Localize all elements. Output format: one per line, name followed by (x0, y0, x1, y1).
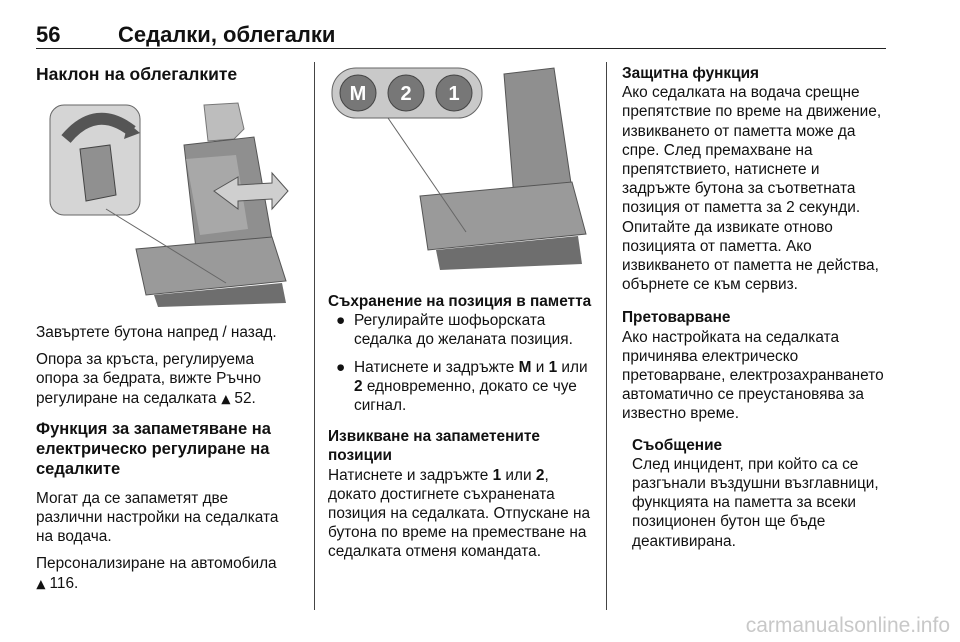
memory-button-m (340, 75, 376, 111)
subheading-overload: Претоварване (622, 309, 731, 327)
memory-buttons-illustration (328, 64, 594, 274)
paragraph-memory-intro: Могат да се запаметят две различни настройки на седалката на водача. (36, 489, 279, 546)
paragraph-personalization: Персонализиране на автомобила ▶ 116. (33, 555, 277, 592)
triangle-ref-icon: ▶ (33, 579, 48, 589)
column-divider-1 (314, 62, 315, 610)
notice-heading: Съобщение (632, 436, 723, 454)
subheading-protection: Защитна функция (622, 65, 760, 82)
store-steps-list (328, 311, 594, 415)
page-title: Седалки, облегалки (118, 22, 336, 47)
section-heading-recline: Наклон на облегалките (36, 64, 238, 84)
svg-text:M: M (349, 83, 367, 105)
svg-text:2: 2 (400, 83, 412, 105)
column-2 (328, 64, 594, 570)
column-1 (33, 64, 298, 602)
section-heading-memory: Функция за запаметяване на електрическо регулиране на седалките (36, 419, 271, 478)
paragraph-overload: Ако настройката на седалката причинява електрическо претоварване, електрозахранването автоматично се преустановява за известно време. (622, 328, 884, 423)
column-3 (622, 64, 888, 559)
watermark: carmanualsonline.info (745, 614, 950, 637)
memory-button-2 (388, 75, 424, 111)
notice-box (622, 436, 888, 551)
subheading-store: Съхранение на позиция в паметта (328, 293, 592, 310)
svg-text:1: 1 (448, 83, 460, 105)
notice-text: След инцидент, при който са се разгънали въздушни възглавници, функцията на паметта за всеки позиционен бутон ще бъде деактивирана. (632, 455, 879, 550)
triangle-ref-icon: ▶ (217, 394, 232, 404)
memory-button-1 (436, 75, 472, 111)
list-item: ● Регулирайте шофьорската седалка до желаната позиция. (336, 312, 573, 349)
page-ref-link[interactable]: 52. (234, 389, 256, 407)
paragraph-recall: Натиснете и задръжте 1 или 2, докато достигнете съхранената позиция на седалката. Отпускане на бутона по време на преместване на седалката отменя командата. (328, 466, 591, 561)
list-item: ● Натиснете и задръжте M и 1 или 2 едновременно, докато се чуе сигнал. (336, 358, 588, 415)
page-ref-link[interactable]: 116. (49, 574, 79, 592)
subheading-recall: Извикване на запаметените позиции (328, 428, 540, 465)
page-header (36, 20, 886, 50)
page-number: 56 (36, 22, 61, 47)
paragraph-lumbar: Опора за кръста, регулируема опора за бедрата, вижте Ръчно регулиране на седалката ▶ 52. (36, 351, 262, 407)
header-rule (36, 48, 886, 49)
paragraph-protection: Ако седалката на водача срещне препятствие по време на движение, извикването от паметта може да спре. След премахване на препятствието, натиснете и задръжте бутона за съответната позиция от паметта за 2 секунди. Опитайте да извикате отново позицията от паметта. Ако извикването от паметта не действа, обърнете се към сервиз. (622, 84, 882, 294)
column-divider-2 (606, 62, 607, 610)
paragraph-rotate-knob: Завъртете бутона напред / назад. (36, 324, 277, 341)
seat-recline-illustration (36, 99, 298, 309)
